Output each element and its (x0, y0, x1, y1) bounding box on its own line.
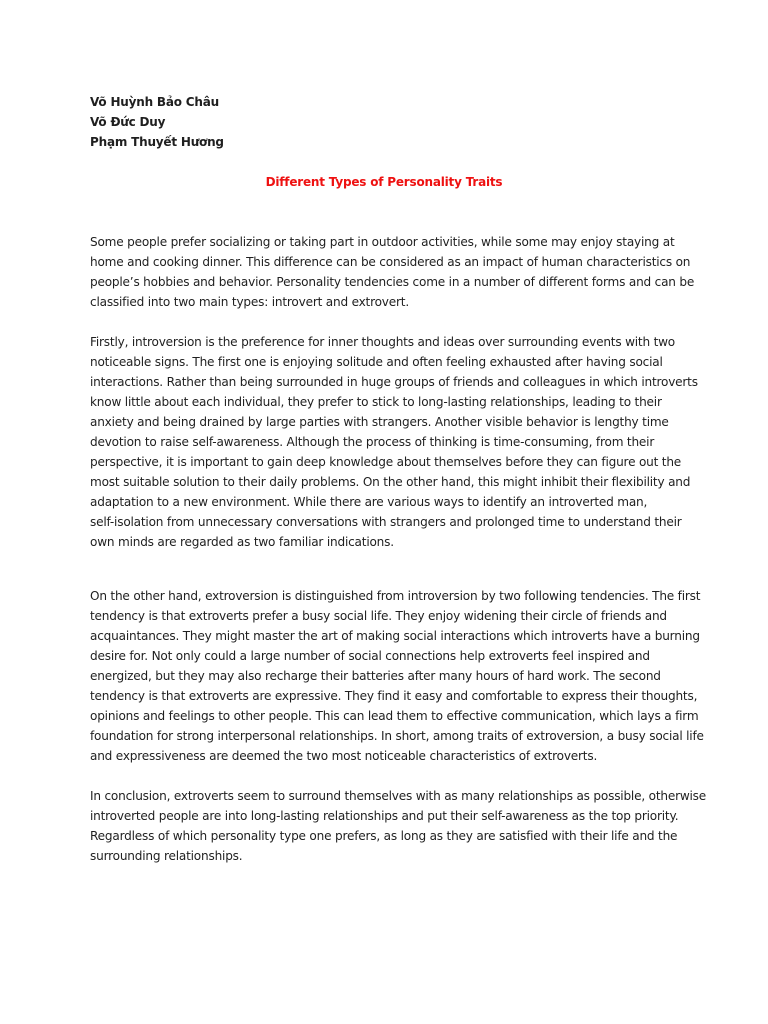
text-line: own minds are regarded as two familiar indications. (90, 535, 394, 549)
author-list (90, 92, 224, 152)
text-line: know little about each individual, they prefer to stick to long-lasting relationships, leading to their (90, 395, 662, 409)
text-line: foundation for strong interpersonal relationships. In short, among traits of extroversion, a busy social life (90, 729, 704, 743)
document-title: Different Types of Personality Traits (265, 175, 503, 189)
text-line: On the other hand, extroversion is distinguished from introversion by two following tendencies. The first (90, 589, 701, 603)
text-line: In conclusion, extroverts seem to surround themselves with as many relationships as possible, otherwise (90, 789, 707, 803)
text-line: adaptation to a new environment. While there are various ways to identify an introverted man, (90, 495, 648, 509)
text-line: tendency is that extroverts are expressive. They find it easy and comfortable to express their thoughts, (90, 689, 698, 703)
conclusion-paragraph (90, 786, 707, 866)
text-line: perspective, it is important to gain deep knowledge about themselves before they can figure out the (90, 455, 682, 469)
text-line: Some people prefer socializing or taking part in outdoor activities, while some may enjoy staying at (90, 235, 675, 249)
introduction-paragraph (90, 232, 695, 312)
text-line: interactions. Rather than being surrounded in huge groups of friends and colleagues in which introverts (90, 375, 698, 389)
text-line: introverted people are into long-lasting relationships and put their self-awareness as the top priority. (90, 809, 679, 823)
author-name: Võ Huỳnh Bảo Châu (90, 95, 219, 109)
text-line: most suitable solution to their daily problems. On the other hand, this might inhibit their flexibility and (90, 475, 691, 489)
text-line: people’s hobbies and behavior. Personality tendencies come in a number of different forms and can be (90, 275, 695, 289)
text-line: noticeable signs. The first one is enjoying solitude and often feeling exhausted after having social (90, 355, 663, 369)
text-line: classified into two main types: introvert and extrovert. (90, 295, 409, 309)
text-line: and expressiveness are deemed the two most noticeable characteristics of extroverts. (90, 749, 598, 763)
text-line: desire for. Not only could a large number of social connections help extroverts feel inspired and (90, 649, 650, 663)
text-line: devotion to raise self-awareness. Although the process of thinking is time-consuming, from their (90, 435, 655, 449)
text-line: home and cooking dinner. This difference can be considered as an impact of human characteristics on (90, 255, 691, 269)
extroversion-paragraph (90, 586, 704, 766)
text-line: energized, but they may also recharge their batteries after many hours of hard work. The second (90, 669, 661, 683)
text-line: anxiety and being drained by large parties with strangers. Another visible behavior is lengthy time (90, 415, 669, 429)
text-line: tendency is that extroverts prefer a busy social life. They enjoy widening their circle of friends and (90, 609, 667, 623)
text-line: acquaintances. They might master the art of making social interactions which introverts have a burning (90, 629, 700, 643)
author-name: Phạm Thuyết Hương (90, 135, 224, 149)
author-name: Võ Đức Duy (90, 115, 166, 129)
text-line: self-isolation from unnecessary conversations with strangers and prolonged time to understand their (90, 515, 682, 529)
text-line: Firstly, introversion is the preference for inner thoughts and ideas over surrounding events with two (90, 335, 676, 349)
introversion-paragraph (90, 332, 698, 552)
text-line: Regardless of which personality type one prefers, as long as they are satisfied with their life and the (90, 829, 678, 843)
text-line: opinions and feelings to other people. This can lead them to effective communication, which lays a firm (90, 709, 699, 723)
text-line: surrounding relationships. (90, 849, 243, 863)
